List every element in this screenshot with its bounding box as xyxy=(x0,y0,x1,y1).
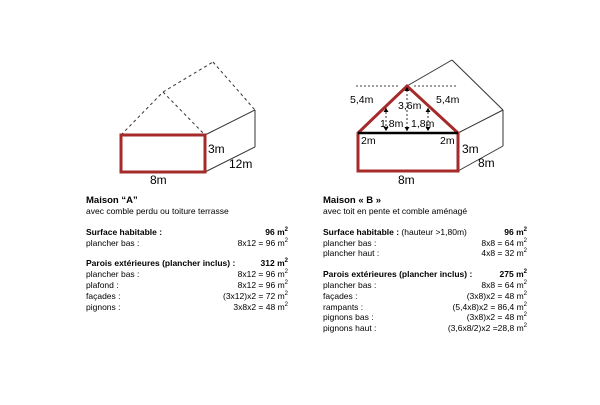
house-a-surface-total: 96 $m^2$ xyxy=(265,226,288,237)
house-a-walls-row-value: 8x12 = 96 $m^2$ xyxy=(237,279,288,290)
house-a-surface-row xyxy=(86,238,288,249)
house-b-surface-row-value: 8x8 = 64 $m^2$ xyxy=(481,237,527,248)
house-b-walls-row-value: (3,6x8/2)x2 =28,8 $m^2$ xyxy=(447,323,527,334)
house-b-walls-row-label: plancher bas : xyxy=(323,279,377,290)
house-b-surface-note: (hauteur >1,80m) xyxy=(399,226,467,237)
house-b-surface-row xyxy=(323,238,527,249)
house-b-walls-row xyxy=(323,312,527,323)
house-b-panel xyxy=(323,195,527,334)
house-b-walls-row-value: (3x8)x2 = 48 $m^2$ xyxy=(466,312,527,323)
house-a-walls-label: Parois extérieures (plancher inclus) : xyxy=(86,258,236,269)
house-b-walls-row xyxy=(323,323,527,334)
house-a-walls-row-value: 3x8x2 = 48 $m^2$ xyxy=(233,301,288,312)
house-b-walls-row-label: façades : xyxy=(323,290,358,301)
house-a-facade xyxy=(121,135,205,172)
house-a-width-label: 8m xyxy=(150,173,167,187)
house-b-walls-row-label: pignons bas : xyxy=(323,312,374,323)
house-b-width-label: 8m xyxy=(398,173,415,187)
house-a-walls-row-label: plancher bas : xyxy=(86,269,140,280)
house-b-surface-row-label: plancher bas : xyxy=(323,237,377,248)
house-b-height-label: 3m xyxy=(462,142,479,156)
house-a-depth-label: 12m xyxy=(229,157,253,171)
house-b-depth-label: 8m xyxy=(478,156,495,170)
house-b-half-right-label: 1,8m xyxy=(411,118,435,130)
house-b-drawing xyxy=(350,60,503,187)
house-b-ridge-label: 3,6m xyxy=(398,100,422,112)
house-a-subtitle: avec comble perdu ou toiture terrasse xyxy=(86,206,229,216)
house-b-walls-row-value: 8x8 = 64 $m^2$ xyxy=(481,279,527,290)
house-b-walls-label: Parois extérieures (plancher inclus) : xyxy=(323,269,473,280)
house-b-surface-row xyxy=(323,248,527,259)
house-a-panel xyxy=(86,195,288,312)
house-b-walls-row xyxy=(323,302,527,313)
house-a-walls-total: 312 $m^2$ xyxy=(260,258,288,269)
house-b-walls-row-value: (5,4x8)x2 = 86,4 $m^2$ xyxy=(452,301,527,312)
house-b-half-left-label: 1,8m xyxy=(380,118,404,130)
house-a-drawing xyxy=(121,62,255,187)
house-b-subtitle: avec toit en pente et comble aménagé xyxy=(323,206,468,216)
house-b-walls-row xyxy=(323,280,527,291)
house-b-walls-total: 275 $m^2$ xyxy=(499,269,527,280)
house-a-surface-header xyxy=(86,227,288,238)
house-b-walls-row xyxy=(323,291,527,302)
house-b-surface-row-value: 4x8 = 32 $m^2$ xyxy=(481,248,527,259)
house-diagrams xyxy=(0,0,600,200)
house-a-title: Maison “A” xyxy=(86,195,138,206)
house-a-surface-row-value: 8x12 = 96 $m^2$ xyxy=(237,237,288,248)
house-a-surface-label: Surface habitable : xyxy=(86,226,163,237)
house-b-slope-left-label: 5,4m xyxy=(350,94,374,106)
house-b-knee-right-label: 2m xyxy=(440,135,455,147)
house-b-knee-left-label: 2m xyxy=(361,135,376,147)
house-a-walls-row-value: 8x12 = 96 $m^2$ xyxy=(237,269,288,280)
house-b-walls-row-label: pignons haut : xyxy=(323,323,377,334)
house-a-height-label: 3m xyxy=(208,142,225,156)
house-b-surface-row-label: plancher haut : xyxy=(323,248,380,259)
house-b-surface-label: Surface habitable : xyxy=(323,226,400,237)
house-a-walls-row-label: plafond : xyxy=(86,279,119,290)
house-b-surface-header xyxy=(323,227,527,238)
house-a-walls-row xyxy=(86,302,288,313)
house-a-walls-row-label: façades : xyxy=(86,290,121,301)
house-a-walls-row-value: (3x12)x2 = 72 $m^2$ xyxy=(223,290,288,301)
house-a-walls-row xyxy=(86,291,288,302)
house-a-walls-row xyxy=(86,269,288,280)
house-b-walls-row-value: (3x8)x2 = 48 $m^2$ xyxy=(466,290,527,301)
house-a-walls-row xyxy=(86,280,288,291)
house-b-walls-header xyxy=(323,269,527,280)
house-b-slope-right-label: 5,4m xyxy=(436,94,460,106)
house-a-surface-row-label: plancher bas : xyxy=(86,237,140,248)
house-a-walls-row-label: pignons : xyxy=(86,301,121,312)
house-a-walls-header xyxy=(86,258,288,269)
house-b-walls-row-label: rampants : xyxy=(323,301,364,312)
house-b-title: Maison « B » xyxy=(323,195,382,206)
house-b-surface-total: 96 $m^2$ xyxy=(504,226,527,237)
